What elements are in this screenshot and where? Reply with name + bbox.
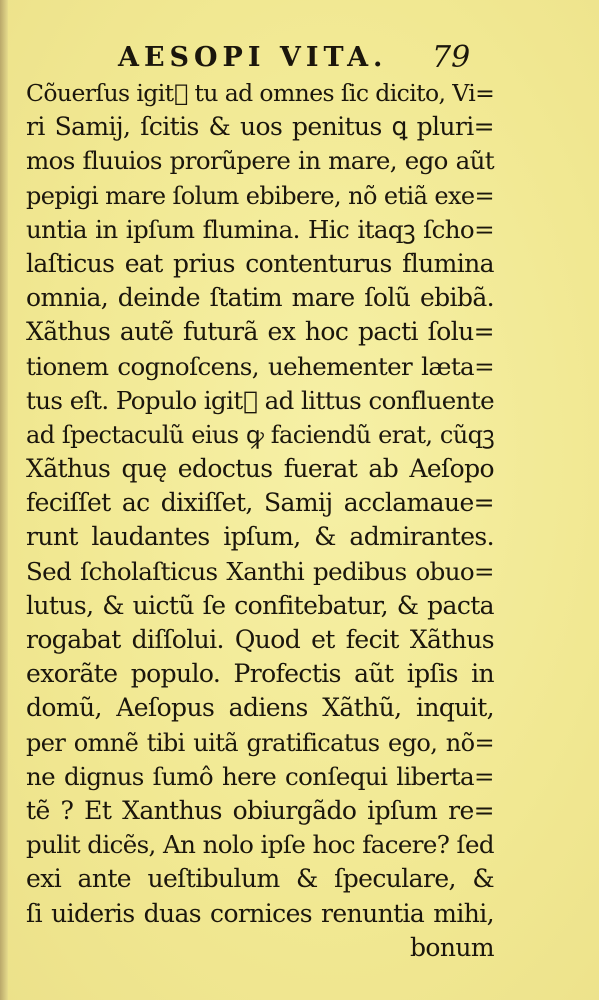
text-line: Cõuerſus igitᷣ tu ad omnes ſic dicito, Vi= [26,79,495,107]
text-line: per omnẽ tibi uitã gratificatus ego, nõ= [26,728,494,757]
text-line: ne dignus ſumô here conſequi liberta= [26,761,494,791]
text-line: domũ, Aeſopus adiens Xãthũ, inquit, [26,693,494,723]
text-line: Sed ſcholaſticus Xanthi pedibus obuo= [26,556,494,586]
text-line: untia in ipſum flumina. Hic itaqꝫ ſcho= [26,214,494,244]
text-line: mos fluuios prorũpere in mare, ego aũt [26,146,494,176]
text-line: ad ſpectaculũ eius ꝙ faciendũ erat, cũqꝫ [26,420,494,449]
text-line: exi ante ueſtibulum & ſpeculare, & [26,864,494,894]
text-line: tẽ ? Et Xanthus obiurgãdo ipſum re= [26,795,494,825]
text-line: tionem cognoſcens, uehementer læta= [26,351,494,381]
text-line: omnia, deinde ſtatim mare ſolũ ebibã. [26,283,494,313]
text-line: rogabat diſſolui. Quod et fecit Xãthus [26,625,494,654]
text-line: Xãthus autẽ futurã ex hoc pacti ſolu= [26,317,494,347]
text-line: lutus, & uictũ ſe confitebatur, & pacta [26,590,494,620]
text-line: pepigi mare ſolum ebibere, nõ etiã exe= [26,181,494,210]
body-text [26,76,494,965]
running-title: AESOPI VITA. [118,42,388,73]
page-number: 79 [432,40,471,75]
text-line: ri Samij, ſcitis & uos penitus ꝗ pluri= [26,112,494,142]
text-line: feciſſet ac dixiſſet, Samij acclamaue= [26,488,494,518]
text-line: laſticus eat prius contenturus flumina [26,248,494,278]
text-line: ſi uideris duas cornices renuntia mihi, [26,898,494,928]
text-line: Xãthus quę edoctus fuerat ab Aeſopo [26,454,494,484]
page-gutter [0,0,8,1000]
catchword: bonum [410,932,494,962]
text-line: pulit dicẽs, An nolo ipſe hoc facere? ſed [26,830,494,860]
text-line: exorãte populo. Profectis aũt ipſis in [26,659,494,689]
text-line: runt laudantes ipſum, & admirantes. [26,522,494,552]
text-line: tus eſt. Populo igitᷣ ad littus confluente [26,385,494,415]
